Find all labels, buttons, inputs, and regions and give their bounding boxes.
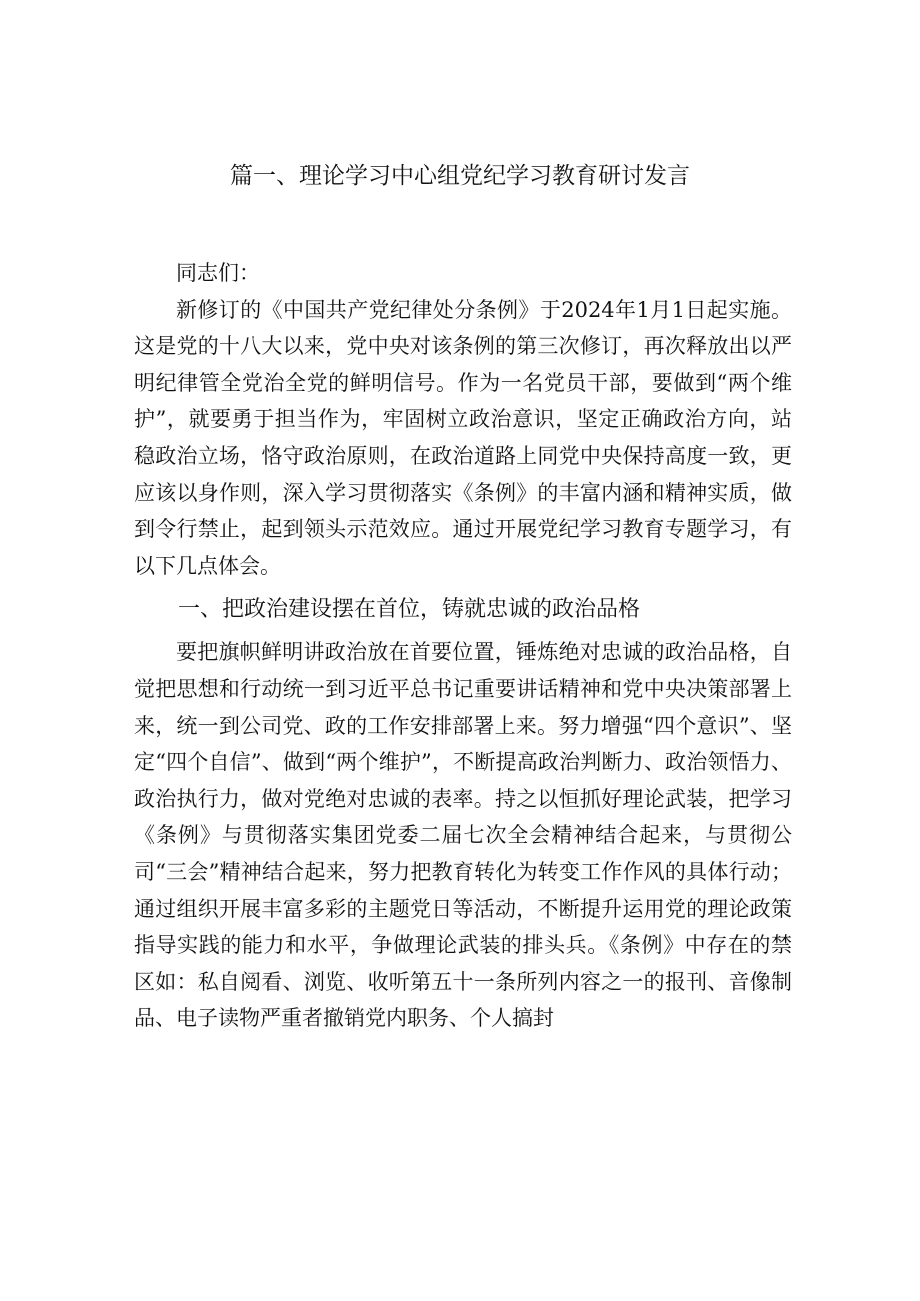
intro-paragraph: 新修订的《中国共产党纪律处分条例》于2024年1月1日起实施。这是党的十八大以来，党中央对该条例的第三次修订，再次释放出以严明纪律管全党治全党的鲜明信号。作为一名党员干部，要做到“两个维护”，就要勇于担当作为，牢固树立政治意识，坚定正确政治方向，站稳政治立场，恪守政治原则，在政治道路上同党中央保持高度一致，更应该以身作则，深入学习贯彻落实《条例》的丰富内涵和精神实质，做到令行禁止，起到领头示范效应。通过开展党纪学习教育专题学习，有以下几点体会。 xyxy=(134,297,792,578)
document-body xyxy=(134,255,792,1037)
salutation: 同志们： xyxy=(176,261,260,285)
section-paragraph: 要把旗帜鲜明讲政治放在首要位置，锤炼绝对忠诚的政治品格，自觉把思想和行动统一到习近平总书记重要讲话精神和党中央决策部署上来，统一到公司党、政的工作安排部署上来。努力增强“四个意识”、坚定“四个自信”、做到“两个维护”，不断提高政治判断力、政治领悟力、政治执行力，做对党绝对忠诚的表率。持之以恒抓好理论武装，把学习《条例》与贯彻落实集团党委二届七次全会精神结合起来，与贯彻公司“三会”精神结合起来，努力把教育转化为转变工作作风的具体行动；通过组织开展丰富多彩的主题党日等活动，不断提升运用党的理论政策指导实践的能力和水平，争做理论武装的排头兵。《条例》中存在的禁区如：私自阅看、浏览、收听第五十一条所列内容之一的报刊、音像制品、电子读物严重者撤销党内职务、个人搞封 xyxy=(134,640,792,1031)
section-heading: 一、把政治建设摆在首位，铸就忠诚的政治品格 xyxy=(178,597,641,623)
document-title: 篇一、理论学习中心组党纪学习教育研讨发言 xyxy=(230,163,690,189)
